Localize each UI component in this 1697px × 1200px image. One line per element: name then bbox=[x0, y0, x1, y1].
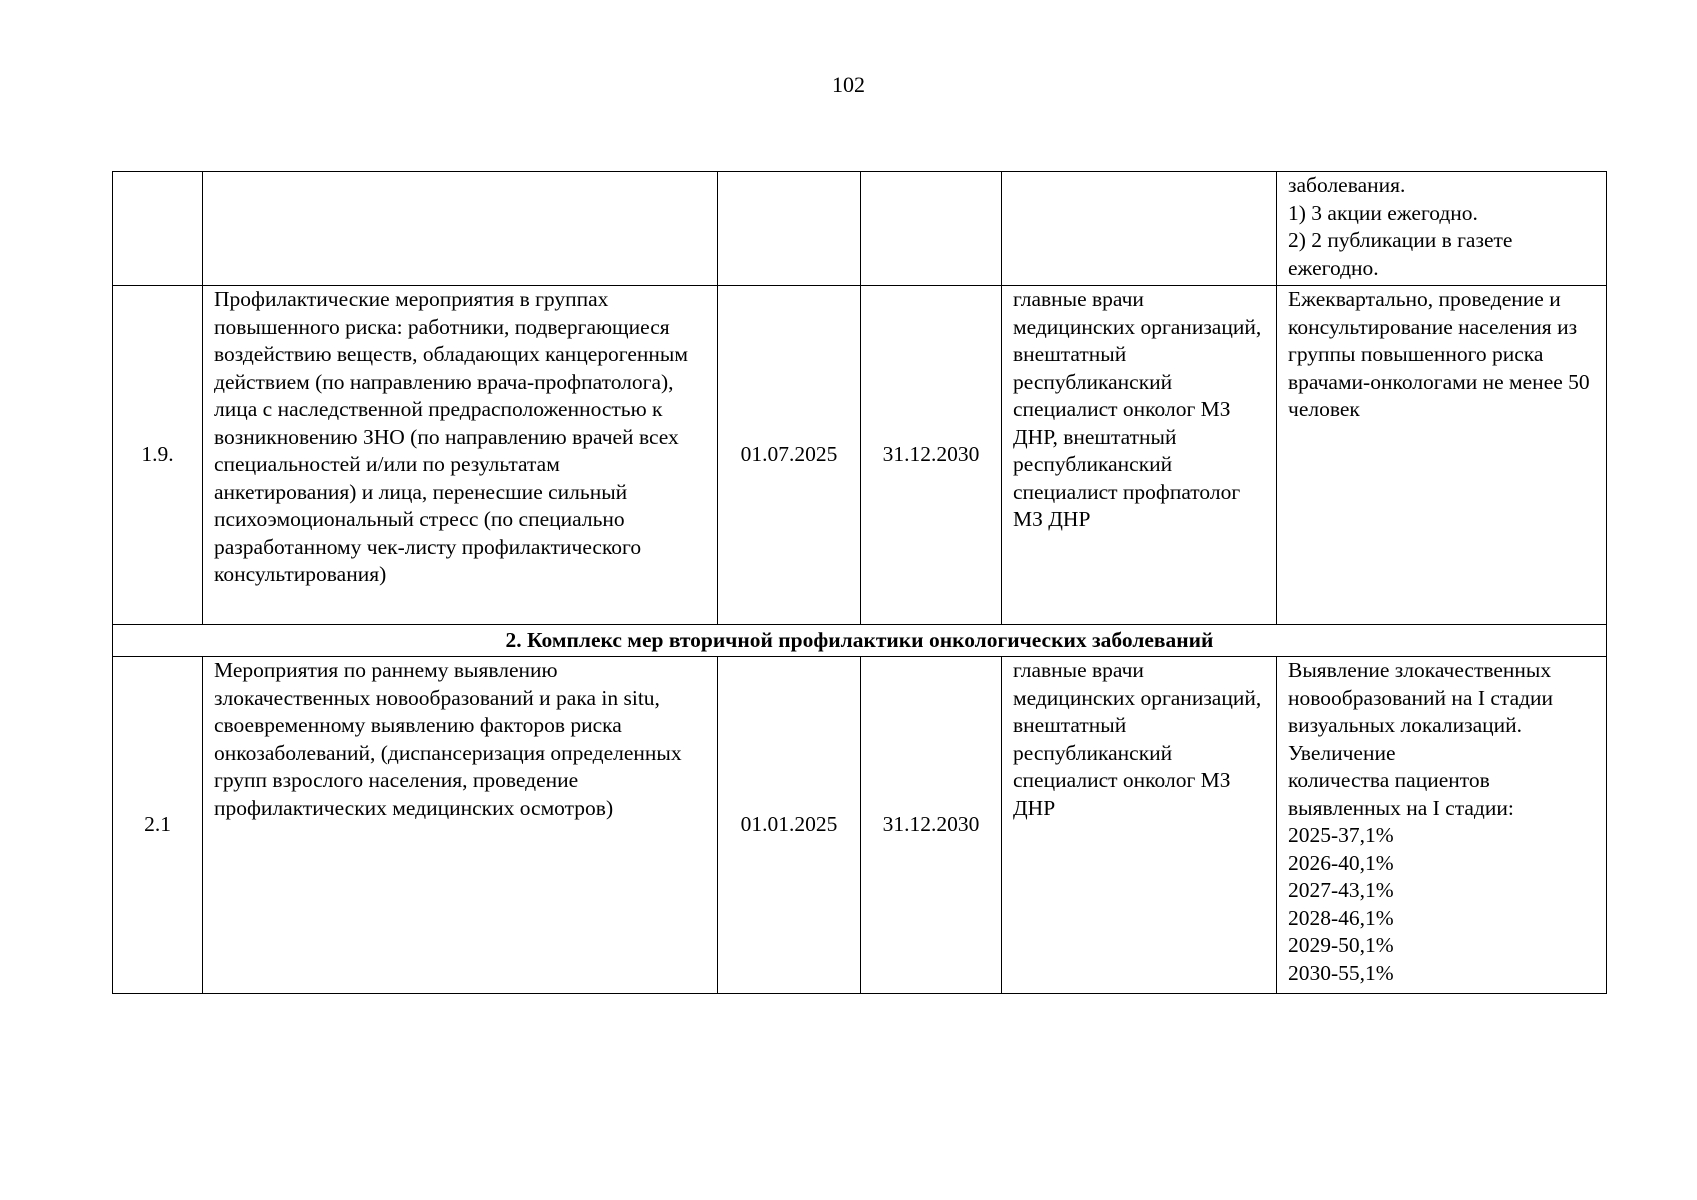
row-result-cell: Выявление злокачественных новообразований на I стадии визуальных локализаций. Увеличение количества пациентов выявленных на I стадии: 2025-37,1% 2026-40,1% 2027-43,1% 2028-46,1% 2029-50,1% 2030-55,1% bbox=[1277, 657, 1607, 994]
row-description-cell bbox=[203, 172, 718, 286]
row-number-cell: 2.1 bbox=[113, 657, 203, 994]
row-description-cell: Мероприятия по раннему выявлению злокачественных новообразований и рака in situ, своевременному выявлению факторов риска онкозаболеваний, (диспансеризация определенных групп взрослого населения, проведение профилактических медицинских осмотров) bbox=[203, 657, 718, 994]
row-result-cell: заболевания. 1) 3 акции ежегодно. 2) 2 публикации в газете ежегодно. bbox=[1277, 172, 1607, 286]
table-row-continuation bbox=[113, 172, 1607, 286]
row-result-cell: Ежеквартально, проведение и консультирование населения из группы повышенного риска врачами-онкологами не менее 50 человек bbox=[1277, 286, 1607, 625]
section-heading-row bbox=[113, 625, 1607, 657]
row-responsible-cell bbox=[1002, 172, 1277, 286]
row-number-cell: 1.9. bbox=[113, 286, 203, 625]
table-row-2-1 bbox=[113, 657, 1607, 994]
row-responsible-cell: главные врачи медицинских организаций, внештатный республиканский специалист онколог МЗ ДНР, внештатный республиканский специалист профпатолог МЗ ДНР bbox=[1002, 286, 1277, 625]
page-number: 102 bbox=[832, 72, 865, 97]
row-end-date-cell: 31.12.2030 bbox=[861, 657, 1002, 994]
table-row-1-9 bbox=[113, 286, 1607, 625]
row-start-date-cell: 01.01.2025 bbox=[718, 657, 861, 994]
row-end-date-cell bbox=[861, 172, 1002, 286]
row-start-date-cell: 01.07.2025 bbox=[718, 286, 861, 625]
row-end-date-cell: 31.12.2030 bbox=[861, 286, 1002, 625]
row-description-cell: Профилактические мероприятия в группах повышенного риска: работники, подвергающиеся воздействию веществ, обладающих канцерогенным действием (по направлению врача-профпатолога), лица с наследственной предрасположенностью к возникновению ЗНО (по направлению врачей всех специальностей и/или по результатам анкетирования) и лица, перенесшие сильный психоэмоциональный стресс (по специально разработанному чек-листу профилактического консультирования) bbox=[203, 286, 718, 625]
section-heading: 2. Комплекс мер вторичной профилактики онкологических заболеваний bbox=[113, 625, 1607, 657]
row-start-date-cell bbox=[718, 172, 861, 286]
row-number-cell bbox=[113, 172, 203, 286]
row-responsible-cell: главные врачи медицинских организаций, внештатный республиканский специалист онколог МЗ ДНР bbox=[1002, 657, 1277, 994]
action-plan-table bbox=[112, 171, 1607, 994]
